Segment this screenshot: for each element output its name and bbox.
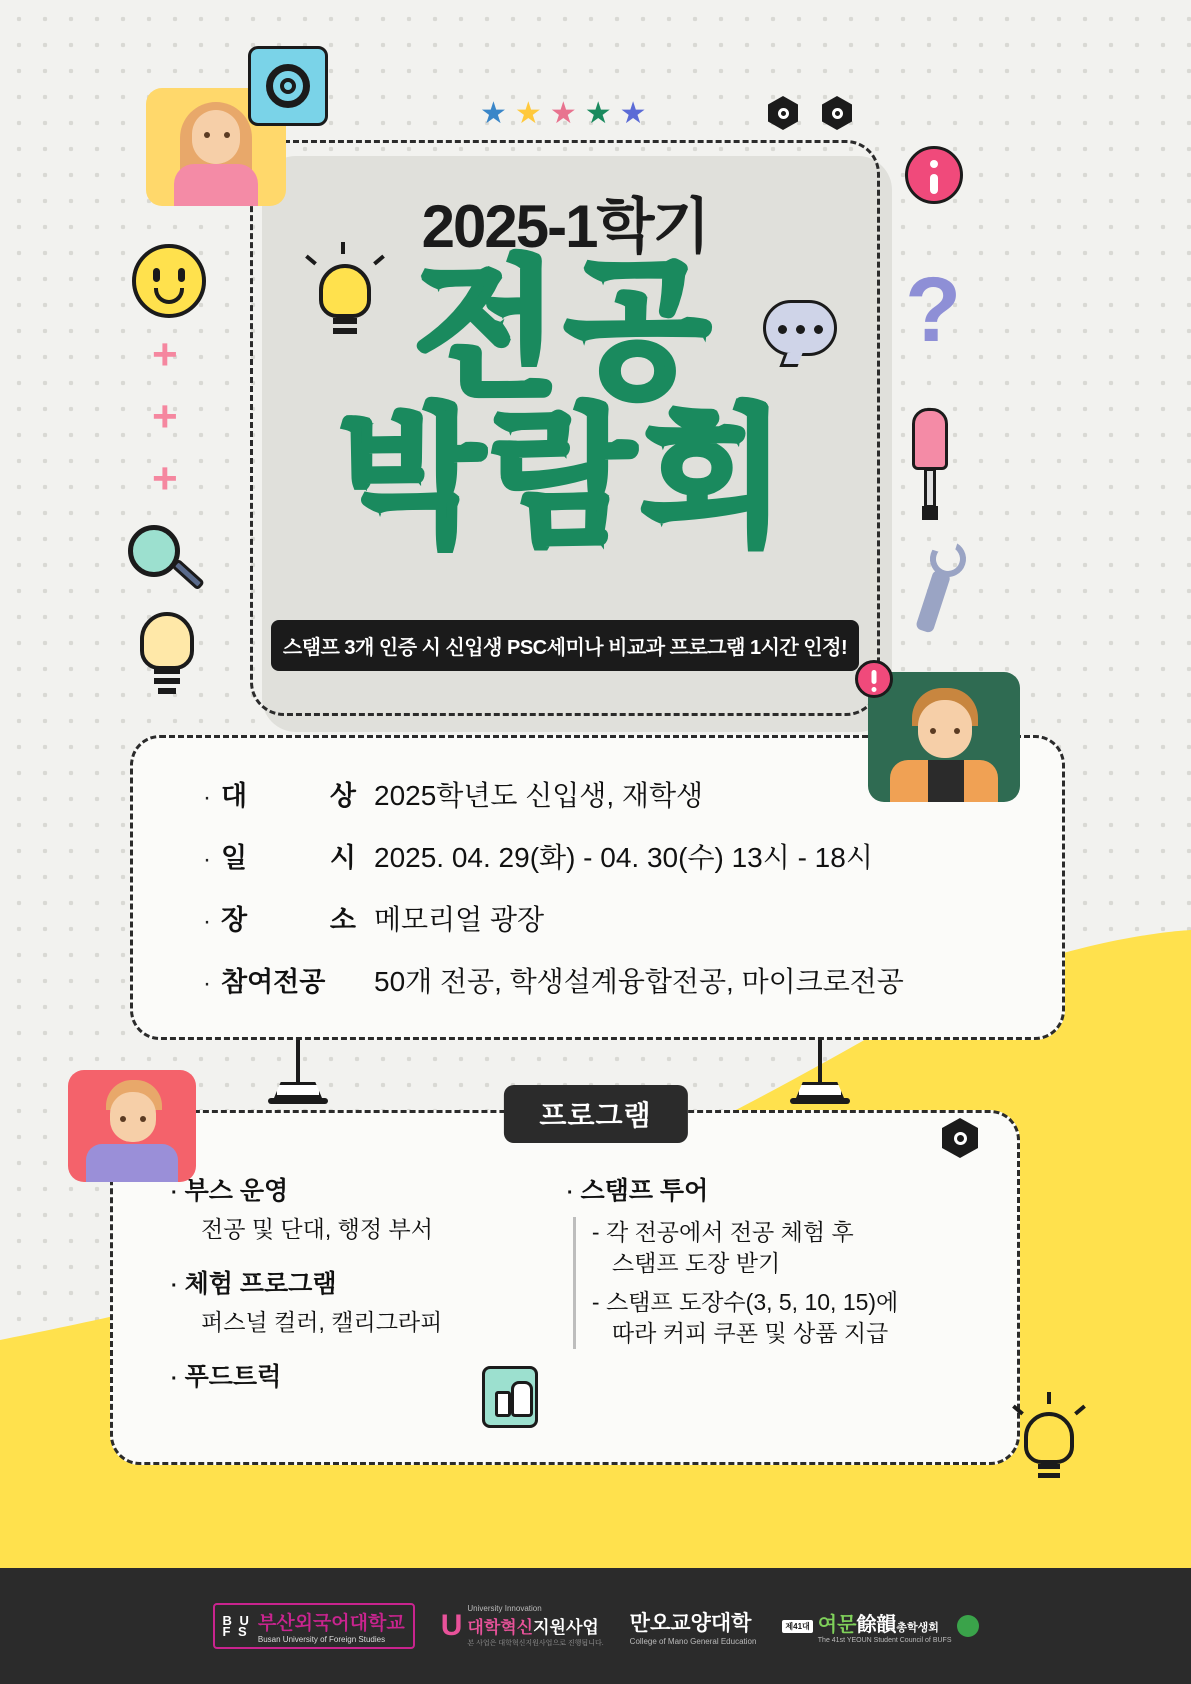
bullet-icon: ·: [203, 846, 211, 873]
info-row-majors: [203, 960, 1062, 1000]
bufs-name-ko: 부산외국어대학교: [257, 1613, 405, 1634]
smiley-face-icon: [132, 244, 206, 318]
info-value-place: 메모리얼 광장: [374, 904, 545, 935]
program-item-booth: [171, 1171, 547, 1244]
program-head-text: 스탬프 투어: [580, 1177, 709, 1205]
uni-line-en: University Innovation: [467, 1604, 542, 1613]
spotlight-right: [790, 1040, 850, 1112]
lightbulb-icon-bottom-right: [1012, 1400, 1086, 1492]
bufs-letters-line1: B U: [222, 1613, 251, 1628]
avatar-male-illustration-1: [868, 672, 1020, 802]
info-label-b: 상: [329, 781, 356, 811]
title-year: 2025-1학기: [421, 193, 709, 260]
yeoun-term: 제41대: [782, 1620, 812, 1633]
bufs-name-en: Busan University of Foreign Studies: [257, 1635, 386, 1644]
thumbs-up-icon: [482, 1366, 538, 1428]
program-sub-booth: 전공 및 단대, 행정 부서: [201, 1216, 433, 1242]
info-label-a: 장: [221, 905, 248, 935]
program-head-text: 부스 운영: [184, 1177, 289, 1205]
bufs-letters: [223, 1615, 251, 1637]
program-box: [110, 1110, 1020, 1465]
stars-decoration: ★★★★★: [480, 97, 655, 130]
plus-icon-1: +: [152, 330, 178, 379]
plus-icon-3: +: [152, 454, 178, 503]
speech-bubble-icon: [763, 300, 837, 356]
logo-university-innovation: [441, 1604, 604, 1648]
stamp-item-line1: - 각 전공에서 전공 체험 후: [591, 1219, 854, 1245]
magnifier-icon: [128, 525, 214, 605]
info-badge-icon: [905, 146, 963, 204]
stamp-tour-list: [573, 1217, 1017, 1349]
yeoun-ko-a: 여문: [817, 1614, 857, 1636]
info-label-b: 소: [329, 905, 356, 935]
lightbulb-idea-icon: [305, 252, 385, 344]
plus-icon-2: +: [152, 392, 178, 441]
yeoun-name-en: The 41st YEOUN Student Council of BUFS: [817, 1637, 952, 1644]
title-word-2: 박람회: [338, 394, 792, 562]
hexagon-icon-3: [942, 1118, 978, 1158]
info-label-target: [221, 774, 356, 813]
gear-icon: [248, 46, 328, 126]
program-head-stamp-tour: [567, 1171, 1017, 1207]
uni-ko-b: 지원사업: [533, 1618, 599, 1637]
info-row-datetime: [203, 836, 1062, 876]
bullet-icon: ·: [171, 1275, 178, 1297]
yeoun-name-ko: [818, 1608, 952, 1637]
stamp-tour-item-1: [592, 1217, 1017, 1279]
info-label-a: 대: [221, 781, 248, 811]
screwdriver-icon: [908, 408, 952, 528]
info-label-majors: 참여전공: [221, 967, 326, 997]
u-mark-icon: U: [440, 1609, 463, 1642]
info-value-target: 2025학년도 신입생, 재학생: [374, 780, 704, 811]
program-head-booth: [171, 1171, 547, 1207]
avatar-male-illustration-2: [68, 1070, 196, 1182]
info-label-a: 일: [221, 843, 248, 873]
yeoun-ko-c: 총학생회: [896, 1622, 939, 1634]
uni-ko-a: 대학혁신: [467, 1618, 534, 1637]
info-label-place: [221, 898, 356, 937]
hexagon-icon-2: [822, 96, 852, 130]
logo-bufs: [213, 1603, 415, 1649]
question-mark-icon: ?: [905, 259, 962, 361]
uni-line-ko: [467, 1613, 603, 1638]
info-label-b: 시: [329, 843, 356, 873]
bullet-icon: ·: [171, 1368, 178, 1390]
program-right-column: [547, 1171, 1017, 1462]
wrench-icon: [887, 530, 994, 650]
footer-logo-bar: [0, 1568, 1191, 1684]
logo-yeoun-council: [782, 1608, 978, 1644]
program-head-text: 체험 프로그램: [184, 1270, 337, 1298]
title-box: [250, 140, 880, 716]
bufs-letters-line2: F S: [222, 1624, 249, 1639]
mano-name-ko: 만오교양대학: [629, 1611, 752, 1635]
seal-icon: [957, 1615, 979, 1637]
stamp-item-line1: - 스탬프 도장수(3, 5, 10, 15)에: [591, 1289, 899, 1316]
stamp-tour-item-2: [592, 1287, 1017, 1349]
yeoun-ko-b: 餘韻: [856, 1614, 897, 1636]
info-label-datetime: [221, 836, 356, 875]
lightbulb-icon-left: [130, 612, 204, 704]
program-title-badge: 프로그램: [503, 1085, 687, 1143]
alert-badge-icon: [855, 660, 893, 698]
bullet-icon: ·: [203, 908, 211, 935]
title-subtitle: 스탬프 3개 인증 시 신입생 PSC세미나 비교과 프로그램 1시간 인정!: [271, 620, 859, 671]
title-word-1: 전공: [414, 246, 716, 414]
spotlight-left: [268, 1040, 328, 1112]
uni-note: 본 사업은 대학혁신지원사업으로 진행됩니다.: [467, 1640, 604, 1647]
bullet-icon: ·: [566, 1182, 574, 1204]
program-head-text: 푸드트럭: [184, 1363, 282, 1391]
stamp-item-line2: 따라 커피 쿠폰 및 상품 지급: [611, 1320, 889, 1347]
info-value-majors: 50개 전공, 학생설계융합전공, 마이크로전공: [374, 966, 904, 997]
stamp-item-line2: 스탬프 도장 받기: [611, 1250, 781, 1277]
program-sub-experience: 퍼스널 컬러, 캘리그라피: [201, 1309, 443, 1335]
program-item-experience: [171, 1264, 547, 1337]
mano-name-en: College of Mano General Education: [629, 1636, 757, 1646]
program-head-experience: [171, 1264, 547, 1300]
logo-mano-college: [630, 1607, 757, 1646]
info-value-datetime: 2025. 04. 29(화) - 04. 30(수) 13시 - 18시: [374, 842, 873, 873]
info-row-place: [203, 898, 1062, 938]
hexagon-icon-1: [768, 96, 798, 130]
bullet-icon: ·: [171, 1182, 178, 1204]
bullet-icon: ·: [203, 970, 211, 997]
bullet-icon: ·: [203, 784, 211, 811]
